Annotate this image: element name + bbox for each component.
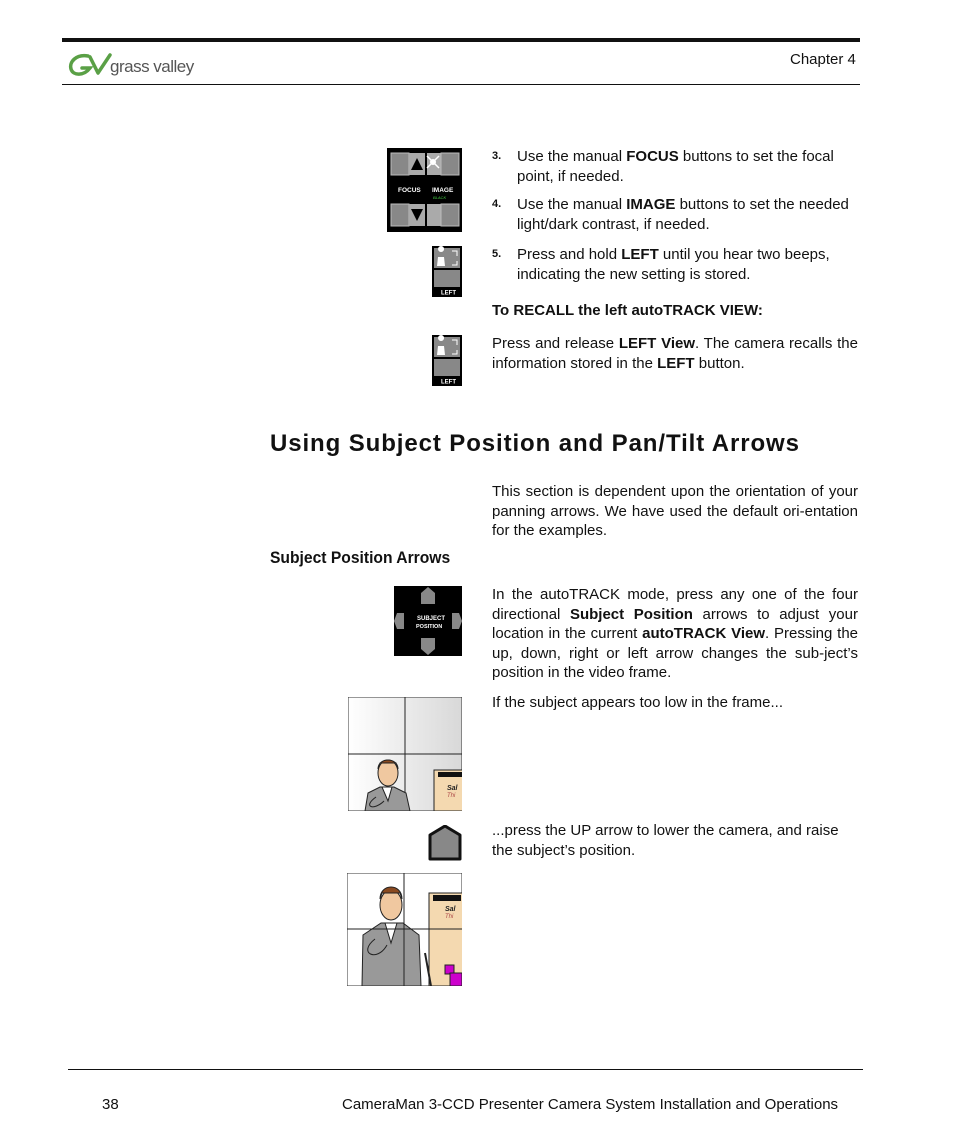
subject-position-panel <box>394 586 462 661</box>
step-text: Use the manual <box>517 148 627 165</box>
frame-subject-low-image <box>348 697 462 816</box>
p1-text-mid: arrows to adjust your location in the current <box>492 605 858 642</box>
p1-bold-1: Subject Position <box>569 605 693 623</box>
p1-text-end: . Pressing the up, down, right or left arrow changes the sub-ject’s position in the video frame. <box>492 625 859 681</box>
left-view-button-image <box>432 246 462 302</box>
gv-logo-mark-icon <box>68 52 112 78</box>
up-arrow-caption: ...press the UP arrow to lower the camera, and raise the subject’s position. <box>492 822 839 859</box>
step-text: Press and hold <box>517 246 622 263</box>
sign-text: Sal <box>445 906 456 913</box>
step-text-end: until you hear two beeps, indicating the new setting is stored. <box>517 246 830 283</box>
focus-label: FOCUS <box>398 187 421 194</box>
logo-text: grass valley <box>110 57 194 76</box>
subject-low-caption: If the subject appears too low in the frame... <box>492 694 783 711</box>
subject-position-paragraph <box>492 585 858 683</box>
position-label: POSITION <box>416 624 443 630</box>
header-rule <box>62 84 860 85</box>
step-bold: IMAGE <box>626 196 676 213</box>
up-arrow-icon <box>430 826 460 859</box>
page-number: 38 <box>102 1096 119 1113</box>
left-label: LEFT <box>441 379 456 386</box>
section-intro: This section is dependent upon the orientation of your panning arrows. We have used the default ori-entation for the examples. <box>492 483 858 539</box>
recall-text: Press and release <box>492 335 619 352</box>
recall-text-end: button. <box>694 354 745 372</box>
sign-subtext: Thi <box>447 793 456 799</box>
subject-label: SUBJECT <box>417 616 446 622</box>
p1-text: In the autoTRACK mode, press any one of the four directional <box>492 586 858 623</box>
step-3 <box>492 147 858 186</box>
left-view-button-image-2 <box>432 335 462 391</box>
recall-paragraph <box>492 334 858 373</box>
step-bold: FOCUS <box>626 148 679 165</box>
p1-bold-2: autoTRACK View <box>642 625 766 642</box>
footer-rule <box>68 1069 863 1070</box>
footer-title: CameraMan 3-CCD Presenter Camera System Installation and Operations <box>342 1096 839 1113</box>
step-4 <box>492 195 858 234</box>
recall-bold-2: LEFT <box>657 354 695 372</box>
image-label: IMAGE <box>432 187 454 194</box>
subsection-title: Subject Position Arrows <box>270 548 451 567</box>
recall-bold-1: LEFT View <box>618 335 696 352</box>
header-top-bar <box>62 38 860 42</box>
recall-heading: To RECALL the left autoTRACK VIEW: <box>492 302 763 319</box>
recall-text-mid: . The camera recalls the information stored in the <box>492 335 858 372</box>
step-number: 3. <box>492 150 502 162</box>
grass-valley-logo <box>68 52 112 83</box>
step-bold: LEFT <box>621 246 659 263</box>
step-text: Use the manual <box>517 196 627 213</box>
left-label: LEFT <box>441 290 456 297</box>
section-title: Using Subject Position and Pan/Tilt Arrows <box>270 430 800 457</box>
chapter-label: Chapter 4 <box>790 51 856 68</box>
step-number: 4. <box>492 198 502 210</box>
step-text-end: buttons to set the focal point, if needed. <box>517 148 834 185</box>
step-text-end: buttons to set the needed light/dark contrast, if needed. <box>517 196 849 233</box>
sign-text: Sal <box>447 785 458 792</box>
sign-subtext: Thi <box>445 914 454 920</box>
step-5 <box>492 245 858 284</box>
frame-subject-raised-image <box>347 873 462 991</box>
step-number: 5. <box>492 248 502 260</box>
focus-image-panel <box>387 148 462 237</box>
up-arrow-button-image <box>428 825 462 866</box>
image-sub-label: BLACK <box>433 195 447 200</box>
